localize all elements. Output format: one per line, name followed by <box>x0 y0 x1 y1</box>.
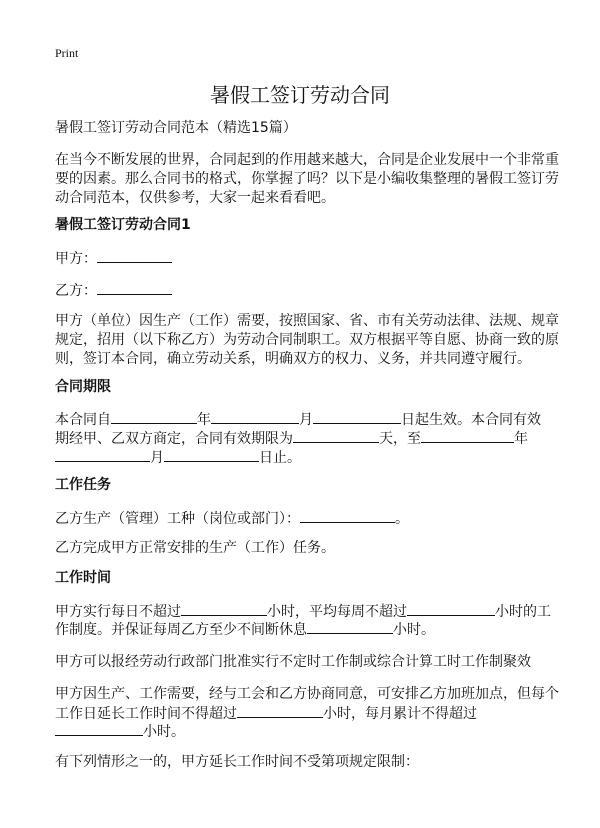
blank <box>407 601 495 616</box>
hours-line: 甲方因生产、工作需要，经与工会和乙方协商同意，可安排乙方加班加点，但每个 <box>55 686 559 702</box>
blank <box>55 721 143 736</box>
blank <box>237 703 323 718</box>
hours-line <box>55 703 477 723</box>
hours-line <box>55 619 435 639</box>
blank <box>211 409 299 424</box>
party-b-blank <box>97 280 172 295</box>
party-b-line <box>55 280 172 300</box>
blank <box>421 428 514 443</box>
text: 作制度。并保证每周乙方至少不间断休息 <box>55 622 307 638</box>
text: 本合同自 <box>55 412 111 428</box>
intro-line: 动合同范本，仅供参考，大家一起来看看吧。 <box>55 190 335 206</box>
intro-line: 要的因素。那么合同书的格式，你掌握了吗？以下是小编收集整理的暑假工签订劳 <box>55 171 559 187</box>
text: 日止。 <box>259 450 301 466</box>
party-a-line <box>55 248 172 268</box>
blank <box>307 619 393 634</box>
text: 天，至 <box>379 431 421 447</box>
text: 小时的工 <box>495 604 551 620</box>
paragraph-line: 规定，招用（以下称乙方）为劳动合同制职工。双方根据平等自愿、协商一致的原 <box>55 332 559 348</box>
print-link[interactable]: Print <box>55 46 79 60</box>
page-title: 暑假工签订劳动合同 <box>210 83 390 107</box>
term-line <box>55 409 541 429</box>
text: 月 <box>150 450 164 466</box>
text: 小时。 <box>393 622 435 638</box>
blank <box>55 447 150 462</box>
subtitle: 暑假工签订劳动合同范本（精选15篇） <box>55 120 297 136</box>
text: 小时。 <box>143 724 185 740</box>
text: 乙方生产（管理）工种（岗位或部门）： <box>55 511 300 527</box>
section-heading: 合同期限 <box>55 379 111 395</box>
task-line: 乙方完成甲方正常安排的生产（工作）任务。 <box>55 540 335 556</box>
blank <box>293 428 379 443</box>
section-heading: 暑假工签订劳动合同1 <box>55 217 191 233</box>
section-heading: 工作任务 <box>55 477 111 493</box>
paragraph-line: 则，签订本合同，确立劳动关系，明确双方的权力、义务，并共同遵守履行。 <box>55 351 531 367</box>
text: 年 <box>197 412 211 428</box>
text: 期经甲、乙双方商定，合同有效期限为 <box>55 431 293 447</box>
text: 甲方实行每日不超过 <box>55 604 181 620</box>
section-heading: 工作时间 <box>55 570 111 586</box>
blank <box>111 409 197 424</box>
task-line <box>55 508 409 528</box>
blank <box>313 409 401 424</box>
paragraph-line: 甲方（单位）因生产（工作）需要，按照国家、省、市有关劳动法律、法规、规章 <box>55 313 559 329</box>
blank <box>164 447 259 462</box>
hours-line: 有下列情形之一的，甲方延长工作时间不受第项规定限制： <box>55 754 419 770</box>
hours-line <box>55 601 551 621</box>
party-b-label: 乙方： <box>55 283 97 299</box>
term-line <box>55 428 528 448</box>
text: 年 <box>514 431 528 447</box>
text: 。 <box>395 511 409 527</box>
hours-line: 甲方可以报经劳动行政部门批准实行不定时工作制或综合计算工时工作制聚效 <box>55 654 531 670</box>
text: 小时，平均每周不超过 <box>267 604 407 620</box>
blank <box>181 601 267 616</box>
term-line <box>55 447 301 467</box>
text: 月 <box>299 412 313 428</box>
party-a-label: 甲方： <box>55 251 97 267</box>
text: 小时，每月累计不得超过 <box>323 706 477 722</box>
intro-line: 在当今不断发展的世界，合同起到的作用越来越大，合同是企业发展中一个非常重 <box>55 152 559 168</box>
hours-line <box>55 721 185 741</box>
blank <box>300 508 395 523</box>
party-a-blank <box>97 248 172 263</box>
text: 日起生效。本合同有效 <box>401 412 541 428</box>
text: 工作日延长工作时间不得超过 <box>55 706 237 722</box>
